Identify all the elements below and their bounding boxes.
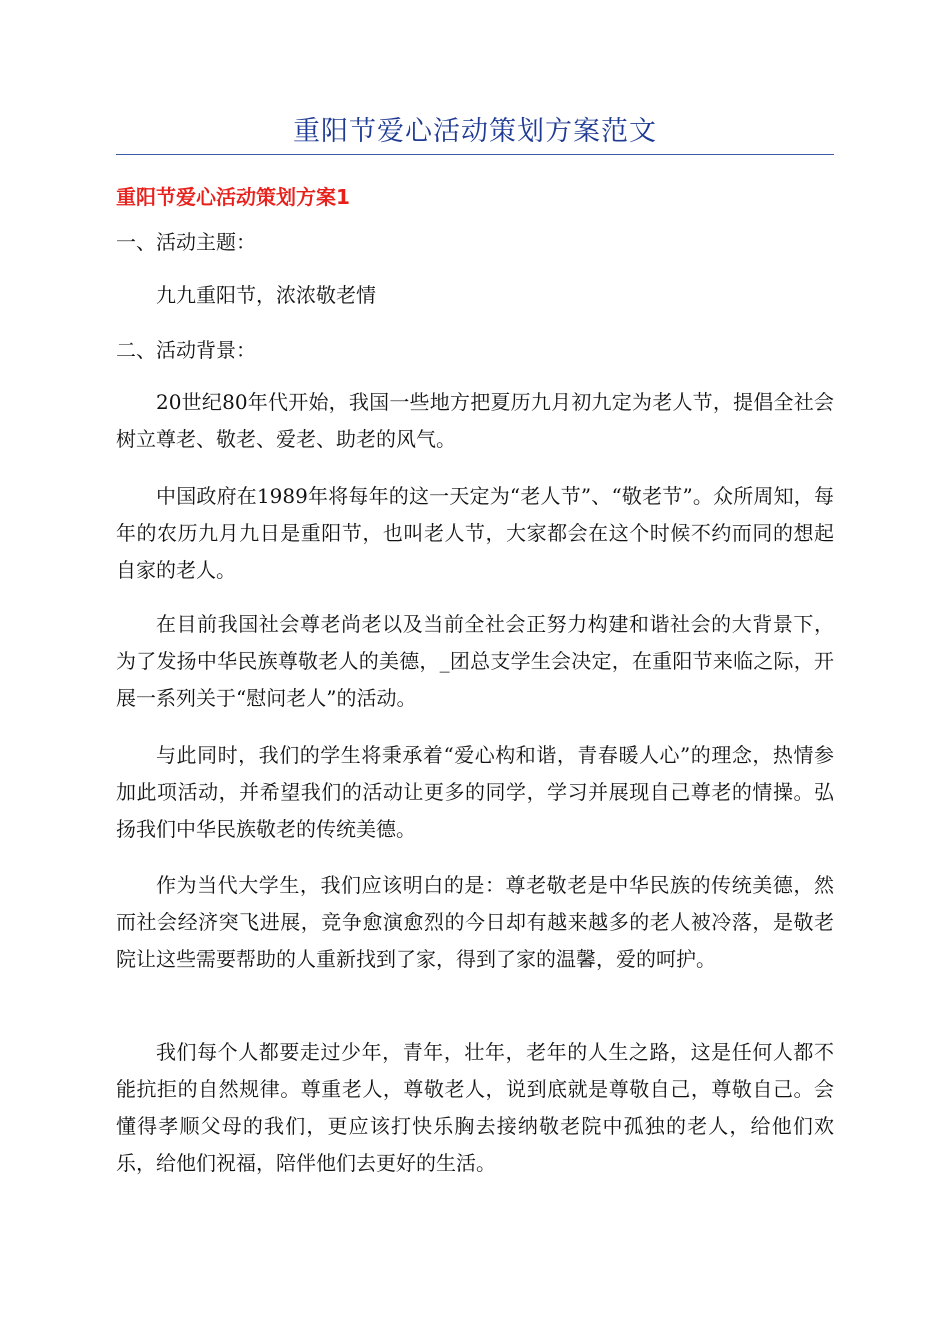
section-title: 重阳节爱心活动策划方案1 — [116, 185, 350, 209]
heading-background: 二、活动背景： — [116, 338, 256, 362]
paragraph-5: 作为当代大学生，我们应该明白的是：尊老敬老是中华民族的传统美德，然而社会经济突飞进展，竞争愈演愈烈的今日却有越来越多的老人被冷落，是敬老院让这些需要帮助的人重新找到了家，得到了家的温馨，爱的呵护。 — [116, 873, 834, 971]
title-underline — [116, 154, 834, 155]
paragraph-1: 20世纪80年代开始，我国一些地方把夏历九月初九定为老人节，提倡全社会树立尊老、敬老、爱老、助老的风气。 — [116, 390, 834, 451]
document-title: 重阳节爱心活动策划方案范文 — [293, 116, 657, 147]
paragraph-2: 中国政府在1989年将每年的这一天定为“老人节”、“敬老节”。众所周知，每年的农历九月九日是重阳节，也叫老人节，大家都会在这个时候不约而同的想起自家的老人。 — [116, 484, 834, 582]
heading-theme: 一、活动主题： — [116, 230, 256, 254]
theme-text: 九九重阳节，浓浓敬老情 — [156, 283, 376, 307]
paragraph-6: 我们每个人都要走过少年，青年，壮年，老年的人生之路，这是任何人都不能抗拒的自然规律。尊重老人，尊敬老人，说到底就是尊敬自己，尊敬自己。会懂得孝顺父母的我们，更应该打快乐胸去接纳敬老院中孤独的老人，给他们欢乐，给他们祝福，陪伴他们去更好的生活。 — [116, 1040, 834, 1175]
paragraph-4: 与此同时，我们的学生将秉承着“爱心构和谐，青春暖人心”的理念，热情参加此项活动，并希望我们的活动让更多的同学，学习并展现自己尊老的情操。弘扬我们中华民族敬老的传统美德。 — [116, 743, 834, 841]
paragraph-3: 在目前我国社会尊老尚老以及当前全社会正努力构建和谐社会的大背景下，为了发扬中华民族尊敬老人的美德，_团总支学生会决定，在重阳节来临之际，开展一系列关于“慰问老人”的活动。 — [116, 612, 834, 710]
